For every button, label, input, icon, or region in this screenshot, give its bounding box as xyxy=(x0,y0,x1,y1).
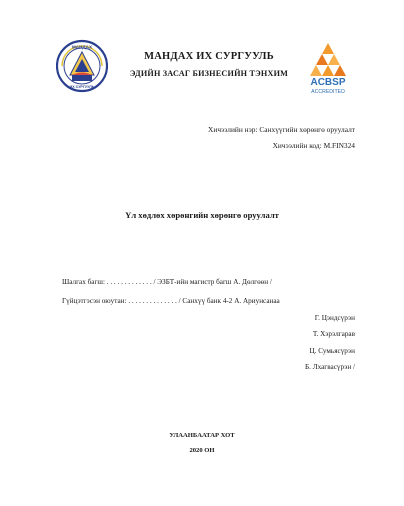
member-name: Т. Хэрэлгарав xyxy=(312,330,355,338)
department-name: ЭДИЙН ЗАСАГ БИЗНЕСИЙН ТЭНХИМ xyxy=(129,69,289,78)
course-code-line: Хичээлийн код: M.FIN324 xyxy=(272,141,355,150)
acbsp-accreditation-logo-icon xyxy=(297,38,359,96)
member-name: Б. Лхагвасүрэн / xyxy=(304,363,355,371)
logo-bottom-text: ИХ СУРГУУЛЬ xyxy=(69,85,95,89)
acbsp-caption: ACCREDITED xyxy=(311,89,345,95)
mandakh-university-emblem-icon xyxy=(56,39,108,93)
member-name: Г. Цэндсүрэн xyxy=(314,314,355,322)
performer-line: Гүйцэтгэсэн оюутан: . . . . . . . . . . . . . . / Санхүү банк 4-2 А. Ариунсанаа xyxy=(62,297,280,305)
university-name: МАНДАХ ИХ СУРГУУЛЬ xyxy=(144,51,274,62)
city-line: УЛААНБААТАР ХОТ xyxy=(169,432,235,439)
acbsp-brand: ACBSP xyxy=(310,77,346,88)
member-name: Ц. Сумьясүрэн xyxy=(309,347,355,355)
logo-top-text: МАНДАХ xyxy=(71,44,93,50)
year-line: 2020 ОН xyxy=(189,447,215,454)
course-name-line: Хичээлийн нэр: Санхүүгийн хөрөнгө оруулалт xyxy=(208,125,355,134)
checker-line: Шалгах багш: . . . . . . . . . . . . . / ЭЗБТ-ийн магистр багш А. Дөлгөөн / xyxy=(62,278,272,286)
document-title: Үл хөдлөх хөрөнгийн хөрөнгө оруулалт xyxy=(125,210,279,220)
